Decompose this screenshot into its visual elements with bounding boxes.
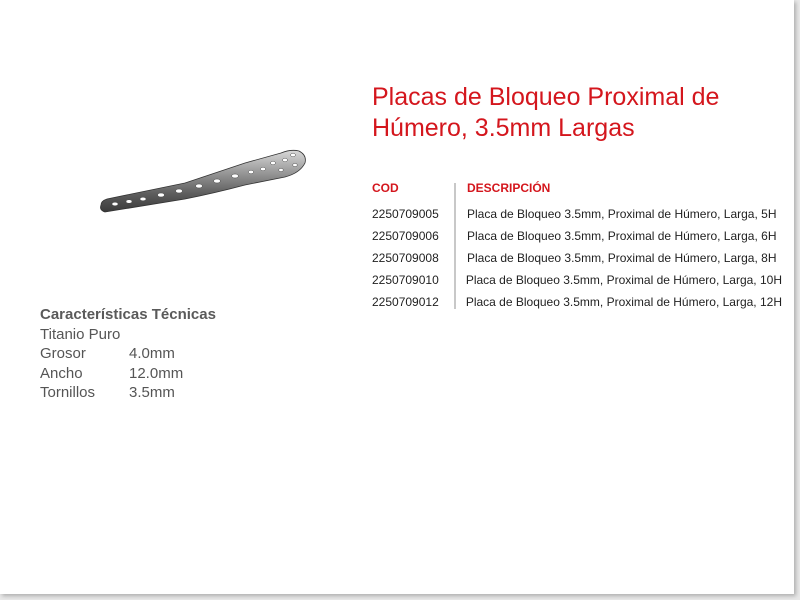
table-row [372, 269, 782, 291]
spec-value: 3.5mm [129, 384, 175, 401]
spec-label: Grosor [40, 345, 86, 362]
cell-code: 2250709008 [372, 251, 439, 265]
bone-plate-image [95, 143, 313, 223]
spec-label: Tornillos [40, 384, 96, 401]
cell-description: Placa de Bloqueo 3.5mm, Proximal de Húmero, Larga, 10H [465, 273, 782, 287]
table-row [372, 225, 782, 247]
spec-label: Ancho [40, 364, 83, 382]
spec-material: Titanio Puro [40, 325, 121, 343]
technical-specs [40, 305, 216, 403]
page-title: Placas de Bloqueo Proximal de Húmero, 3.5mm Largas [372, 83, 720, 142]
cell-description: Placa de Bloqueo 3.5mm, Proximal de Húmero, Larga, 8H [467, 251, 777, 265]
spec-value: 4.0mm [129, 345, 175, 362]
product-table [372, 178, 782, 313]
table-header-row [372, 178, 782, 197]
table-row [372, 247, 782, 269]
cell-code: 2250709006 [372, 229, 439, 243]
header-description: DESCRIPCIÓN [467, 180, 551, 195]
spec-value: 12.0mm [129, 364, 184, 382]
table-row [372, 203, 782, 225]
cell-description: Placa de Bloqueo 3.5mm, Proximal de Húmero, Larga, 6H [467, 229, 777, 243]
spec-row [40, 344, 216, 364]
cell-code: 2250709010 [372, 273, 439, 287]
spec-row [40, 383, 216, 403]
cell-description: Placa de Bloqueo 3.5mm, Proximal de Húmero, Larga, 12H [465, 295, 782, 309]
cell-code: 2250709012 [372, 295, 439, 309]
spec-row [40, 364, 216, 384]
specs-title: Características Técnicas [40, 306, 216, 323]
cell-code: 2250709005 [372, 207, 439, 221]
header-code: COD [372, 180, 399, 195]
table-row [372, 291, 782, 313]
cell-description: Placa de Bloqueo 3.5mm, Proximal de Húmero, Larga, 5H [467, 207, 777, 221]
